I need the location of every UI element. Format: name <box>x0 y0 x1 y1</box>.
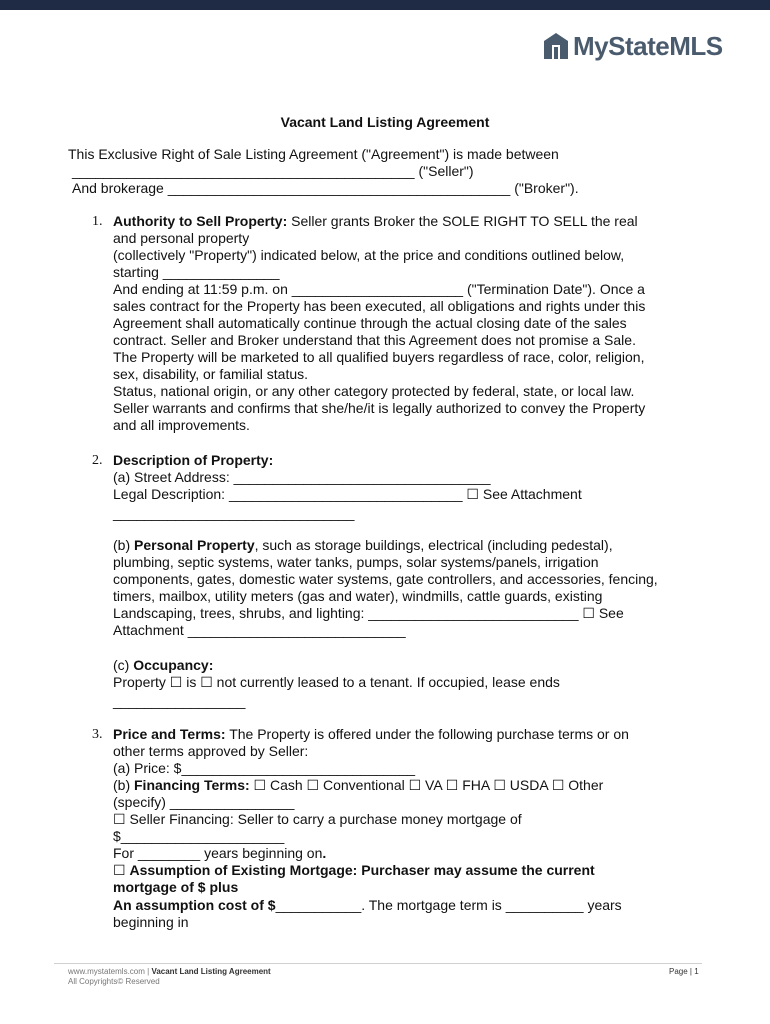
assumption-heading: Assumption of Existing Mortgage: Purchaser may assume the current <box>129 862 595 878</box>
page-number: Page | 1 <box>669 967 699 976</box>
section-1-heading: Authority to Sell Property: <box>113 213 288 229</box>
footer-site-link[interactable]: www.mystatemls.com <box>68 967 145 976</box>
text-line: beginning in <box>113 914 189 930</box>
brand-logo <box>543 26 723 66</box>
brand-name: MyStateMLS <box>573 30 723 61</box>
occupancy-line: (c) Occupancy: <box>113 657 214 673</box>
attachment-field[interactable]: Attachment ____________________________ <box>113 622 406 638</box>
intro-line: This Exclusive Right of Sale Listing Agreement ("Agreement") is made between <box>68 146 559 162</box>
financing-terms-line[interactable]: (b) Financing Terms: ☐ Cash ☐ Conventional ☐ VA ☐ FHA ☐ USDA ☐ Other <box>113 777 604 793</box>
section-number: 1. <box>92 214 103 229</box>
text-line: timers, mailbox, utility meters (gas and water), windmills, cattle guards, existing <box>113 588 603 604</box>
assumption-line[interactable]: ☐ Assumption of Existing Mortgage: Purchaser may assume the current <box>113 862 595 878</box>
section-1-line: Authority to Sell Property: Seller grants Broker the SOLE RIGHT TO SELL the real <box>113 213 638 229</box>
termination-date-field[interactable]: And ending at 11:59 p.m. on ______________________ ("Termination Date"). Once a <box>113 281 645 297</box>
lease-end-field[interactable]: _________________ <box>113 693 246 709</box>
footer-left: www.mystatemls.com | Vacant Land Listing Agreement <box>68 967 271 976</box>
document-title: Vacant Land Listing Agreement <box>280 114 490 130</box>
start-date-field[interactable]: starting _______________ <box>113 264 280 280</box>
other-specify-field[interactable]: (specify) ________________ <box>113 794 295 810</box>
assumption-cost-field[interactable]: An assumption cost of $___________. The mortgage term is __________ years <box>113 897 622 913</box>
occupancy-checkboxes[interactable]: Property ☐ is ☐ not currently leased to a tenant. If occupied, lease ends <box>113 674 560 690</box>
seller-financing-checkbox[interactable]: ☐ Seller Financing: Seller to carry a purchase money mortgage of <box>113 811 522 827</box>
text-line: sales contract for the Property has been executed, all obligations and rights under this <box>113 298 646 314</box>
price-field[interactable]: (a) Price: $______________________________ <box>113 760 416 776</box>
text-line: plumbing, septic systems, water tanks, pumps, solar systems/panels, irrigation <box>113 554 599 570</box>
section-3-line: Price and Terms: The Property is offered under the following purchase terms or on <box>113 726 629 742</box>
text-line: (collectively "Property") indicated below, at the price and conditions outlined below, <box>113 247 625 263</box>
mortgage-plus-line: mortgage of $ plus <box>113 879 239 895</box>
financing-terms-heading: Financing Terms: <box>134 777 250 793</box>
section-number: 3. <box>92 727 103 742</box>
text-line: and all improvements. <box>113 417 250 433</box>
seller-field[interactable]: ____________________________________________ ("Seller") <box>72 163 474 179</box>
section-number: 2. <box>92 453 103 468</box>
occupancy-heading: Occupancy: <box>133 657 214 673</box>
mortgage-amount-field[interactable]: $_____________________ <box>113 828 285 844</box>
text-line: other terms approved by Seller: <box>113 743 309 759</box>
text-line: components, gates, domestic water systems, gate controllers, and accessories, fencing, <box>113 571 658 587</box>
text-line: sex, disability, or familial status. <box>113 366 309 382</box>
years-field[interactable]: For ________ years beginning on. <box>113 845 327 861</box>
personal-property-heading: Personal Property <box>134 537 255 553</box>
broker-field[interactable]: And brokerage ____________________________________________ ("Broker"). <box>72 180 579 196</box>
legal-description-field[interactable]: Legal Description: ______________________________ ☐ See Attachment <box>113 486 582 502</box>
landscaping-field[interactable]: Landscaping, trees, shrubs, and lighting: ___________________________ ☐ See <box>113 605 624 621</box>
footer-doc-title: Vacant Land Listing Agreement <box>151 967 271 976</box>
section-3-heading: Price and Terms: <box>113 726 226 742</box>
legal-description-continued[interactable]: _______________________________ <box>113 505 355 521</box>
text-line: contract. Seller and Broker understand that this Agreement does not promise a Sale. <box>113 332 636 348</box>
footer-divider <box>54 963 702 964</box>
text-line: Status, national origin, or any other category protected by federal, state, or local law. <box>113 383 635 399</box>
section-2-heading: Description of Property: <box>113 452 274 468</box>
text-line: Agreement shall automatically continue through the actual closing date of the sales <box>113 315 627 331</box>
footer-copyright: All Copyrights© Reserved <box>68 977 160 986</box>
text-line: and personal property <box>113 230 250 246</box>
house-icon <box>543 32 569 60</box>
text-line: The Property will be marketed to all qualified buyers regardless of race, color, religion, <box>113 349 645 365</box>
street-address-field[interactable]: (a) Street Address: _________________________________ <box>113 469 491 485</box>
top-bar <box>0 0 770 10</box>
text-line: Seller warrants and confirms that she/he/it is legally authorized to convey the Property <box>113 400 646 416</box>
personal-property-line: (b) Personal Property, such as storage buildings, electrical (including pedestal), <box>113 537 613 553</box>
